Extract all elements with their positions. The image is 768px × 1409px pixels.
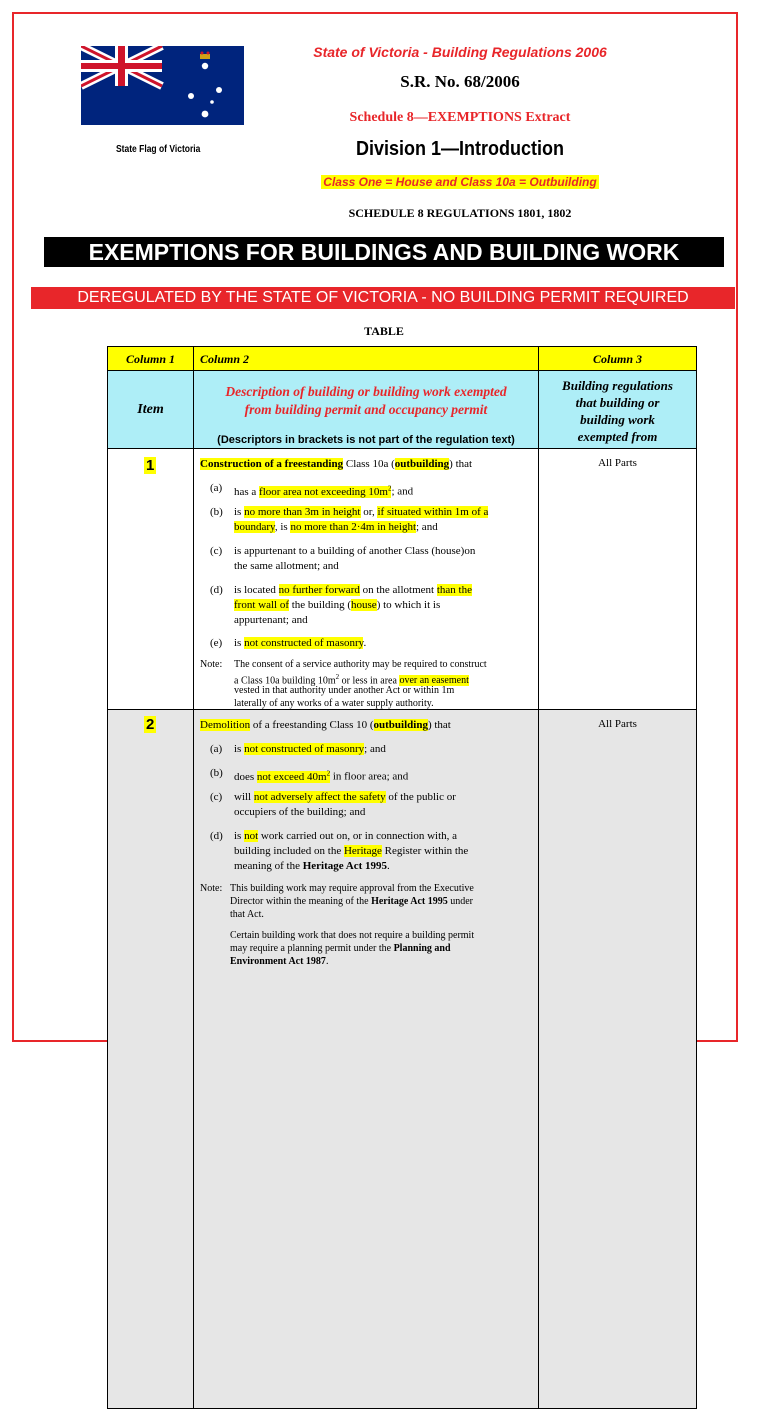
item-description-cell (194, 710, 539, 1408)
regulations-header-line: building work (580, 412, 655, 427)
regulations-header-line: exempted from (577, 429, 658, 444)
clause-a (210, 481, 413, 500)
clause-b-line2 (234, 520, 438, 535)
text: ; and (364, 743, 386, 755)
highlight: no more than 3m in height (244, 506, 361, 518)
text: under (450, 896, 473, 907)
clause-label: (d) (210, 830, 223, 842)
highlight: not adversely affect the safety (253, 791, 386, 803)
item-number: 1 (146, 457, 155, 474)
highlight: front wall of (234, 599, 289, 611)
clause-label: (b) (210, 506, 223, 518)
clause-d-line3: appurtenant; and (234, 614, 308, 626)
note-line: vested in that authority under another Act or within 1m (234, 685, 455, 696)
text: . (363, 637, 367, 649)
flag-icon (81, 46, 244, 125)
clause-b (210, 505, 488, 520)
act-name: Heritage Act 1995 (302, 860, 388, 872)
highlight (259, 486, 391, 498)
text: is (234, 637, 242, 649)
highlight: no further forward (278, 584, 360, 596)
note-line: The consent of a service authority may be required to construct (234, 659, 487, 670)
clause-a (210, 742, 386, 757)
flag-caption: State Flag of Victoria (116, 144, 201, 155)
note-label: Note: (200, 659, 223, 670)
text: the building ( (291, 599, 352, 611)
highlight: over an easement (399, 675, 469, 687)
text: on the allotment (362, 584, 435, 596)
table-description-row (107, 370, 697, 449)
clause-label: (a) (210, 482, 223, 494)
superscript: 2 (387, 484, 392, 492)
highlight: Heritage (343, 845, 382, 857)
text: a Class 10a building 10m (234, 675, 336, 687)
clause-label: (c) (210, 791, 223, 803)
highlight: outbuilding (373, 719, 428, 731)
text: Class 10a ( (345, 458, 395, 470)
text: is located (234, 584, 276, 596)
highlight: outbuilding (394, 458, 450, 470)
text: of the public or (388, 791, 456, 803)
sr-number: S.R. No. 68/2006 (400, 72, 520, 91)
clause-d (210, 583, 472, 598)
note-line (230, 942, 451, 955)
item-number-cell (108, 449, 194, 709)
item-intro (200, 457, 472, 472)
text: has a (234, 485, 257, 498)
text: is (234, 506, 242, 518)
text: ; and (391, 485, 414, 498)
clause-d-line2 (234, 598, 440, 613)
table-column-header-row (107, 346, 697, 371)
note-label: Note: (200, 883, 223, 894)
superscript: 2 (326, 769, 331, 777)
text: will (234, 791, 252, 803)
regulations-title: State of Victoria - Building Regulations 2006 (313, 44, 607, 60)
highlight: house (351, 599, 377, 611)
note-line: that Act. (230, 909, 264, 920)
description-header-line: from building permit and occupancy permit (244, 402, 488, 417)
highlight: if situated within 1m of a (377, 506, 489, 518)
text: Director within the meaning of the (230, 896, 369, 907)
text: . (325, 956, 329, 967)
highlight: Demolition (200, 719, 251, 731)
note-line: Certain building work that does not require a building permit (230, 930, 475, 941)
item-intro (200, 718, 451, 733)
highlight (257, 771, 330, 783)
act-name: Environment Act 1987 (230, 956, 326, 967)
regulations-header-line: that building or (575, 395, 660, 410)
deregulated-banner: DEREGULATED BY THE STATE OF VICTORIA - NO BUILDING PERMIT REQUIRED (31, 287, 735, 309)
act-name: Planning and (393, 943, 451, 954)
highlight: no more than 2·4m in height (290, 521, 416, 533)
text: ) to which it is (376, 599, 441, 611)
clause-c (210, 790, 456, 805)
note-line (230, 895, 473, 908)
text: ) that (427, 719, 451, 731)
column-3-header: Column 3 (592, 352, 643, 366)
note-line (230, 955, 328, 968)
text: may require a planning permit under the (230, 943, 392, 954)
text: of a freestanding Class 10 ( (252, 719, 374, 731)
text: is (234, 830, 242, 842)
description-header-cell (194, 371, 539, 448)
text: is (234, 743, 242, 755)
text: meaning of the (234, 860, 300, 872)
table-row-item-2 (107, 709, 697, 1409)
column-1-header: Column 1 (108, 347, 194, 370)
item-number: 2 (146, 716, 155, 733)
highlight: not constructed of masonry (244, 743, 365, 755)
item-number-cell (108, 710, 194, 1408)
text: work carried out on, or in connection with, a (260, 830, 458, 842)
text: Register within the (384, 845, 469, 857)
text: building included on the (234, 845, 342, 857)
note-line: This building work may require approval from the Executive (230, 883, 474, 894)
highlight: not (244, 830, 259, 842)
text: or less in area (341, 675, 397, 687)
clause-b (210, 766, 408, 785)
all-parts-text: All Parts (598, 718, 637, 730)
clause-label: (d) (210, 584, 223, 596)
item-header: Item (108, 371, 194, 448)
column-2-header: Column 2 (194, 347, 539, 370)
table-title: TABLE (364, 324, 404, 338)
exemptions-banner: EXEMPTIONS FOR BUILDINGS AND BUILDING WORK (44, 237, 724, 267)
highlight: boundary (234, 521, 275, 533)
regulations-header-line: Building regulations (562, 378, 673, 393)
table-row-item-1 (107, 448, 697, 710)
item-description-cell (194, 449, 539, 709)
superscript: 2 (335, 673, 340, 681)
class-definition-text: Class One = House and Class 10a = Outbuilding (323, 175, 597, 189)
text: , is (274, 521, 288, 533)
text: . (387, 860, 390, 872)
clause-c-line2: occupiers of the building; and (234, 806, 366, 818)
clause-c-line2: the same allotment; and (234, 560, 339, 572)
highlight-text: floor area not exceeding 10m (259, 485, 388, 498)
description-header (194, 383, 538, 419)
clause-e (210, 636, 366, 651)
text: in floor area; and (332, 770, 409, 783)
note-line: laterally of any works of a water supply authority. (234, 698, 434, 709)
highlight: not constructed of masonry (244, 637, 364, 649)
clause-d-line2 (234, 844, 468, 859)
victoria-flag-image (81, 46, 244, 125)
regulations-cell (539, 449, 696, 709)
regulations-header (539, 371, 696, 448)
description-header-line: Description of building or building work exempted (225, 384, 507, 399)
act-name: Heritage Act 1995 (371, 896, 448, 907)
clause-label: (e) (210, 637, 223, 649)
schedule-title: Schedule 8—EXEMPTIONS Extract (349, 110, 571, 125)
text: is appurtenant to a building of another Class (house)on (234, 545, 476, 557)
clause-d (210, 829, 457, 844)
highlight: than the (436, 584, 472, 596)
class-definition (250, 175, 670, 189)
text: ) that (449, 458, 473, 470)
clause-c (210, 544, 475, 559)
schedule-regulations: SCHEDULE 8 REGULATIONS 1801, 1802 (348, 206, 572, 220)
clause-d-line3 (234, 859, 390, 874)
clause-label: (a) (210, 743, 223, 755)
clause-label: (b) (210, 767, 223, 779)
all-parts-text: All Parts (598, 457, 637, 469)
division-title: Division 1—Introduction (355, 138, 565, 160)
clause-label: (c) (210, 545, 223, 557)
text: or, (363, 506, 375, 518)
highlight-text: not exceed 40m (256, 770, 327, 783)
text: does (234, 770, 255, 783)
descriptor-note: (Descriptors in brackets is not part of the regulation text) (217, 434, 515, 446)
text: ; and (416, 521, 438, 533)
regulations-cell (539, 710, 696, 1408)
highlight: Construction of a freestanding (200, 458, 344, 470)
